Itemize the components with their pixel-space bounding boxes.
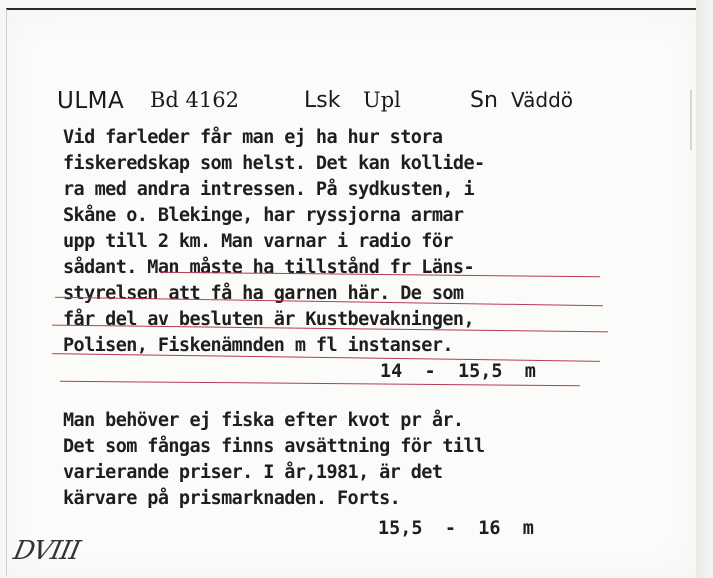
text-line: varierande priser. I år,1981, är det	[63, 462, 443, 483]
depth-range: 15,5 - 16 m	[378, 518, 534, 539]
text-line: styrelsen att få ha garnen här. De som	[63, 283, 464, 304]
text-line: Man behöver ej fiska efter kvot pr år.	[63, 410, 464, 431]
province-value: Upl	[363, 88, 401, 112]
text-line: sådant. Man måste ha tillstånd fr Läns-	[63, 257, 474, 278]
text-line: Polisen, Fiskenämnden m fl instanser.	[63, 335, 453, 356]
depth-range: 14 - 15,5 m	[380, 361, 536, 382]
text-line: Det som fångas finns avsättning för till	[63, 436, 485, 457]
text-line: kärvare på prismarknaden. Forts.	[63, 488, 401, 509]
text-line: ra med andra intressen. På sydkusten, i	[63, 179, 474, 200]
text-line: fiskeredskap som helst. Det kan kollide-	[63, 153, 485, 174]
volume-number: Bd 4162	[150, 88, 239, 112]
scan-mark	[690, 90, 692, 150]
parish-label: Sn	[470, 88, 498, 113]
text-line: Vid farleder får man ej ha hur stora	[63, 127, 443, 148]
province-label: Lsk	[304, 88, 341, 113]
archive-code: ULMA	[57, 88, 125, 114]
parish-value: Väddö	[511, 88, 574, 112]
handwritten-mark: DVIII	[10, 536, 83, 566]
text-line: får del av besluten är Kustbevakningen,	[63, 309, 474, 330]
text-line: upp till 2 km. Man varnar i radio för	[63, 231, 453, 252]
page-edge	[696, 0, 713, 578]
text-line: Skåne o. Blekinge, har ryssjorna armar	[63, 205, 464, 226]
